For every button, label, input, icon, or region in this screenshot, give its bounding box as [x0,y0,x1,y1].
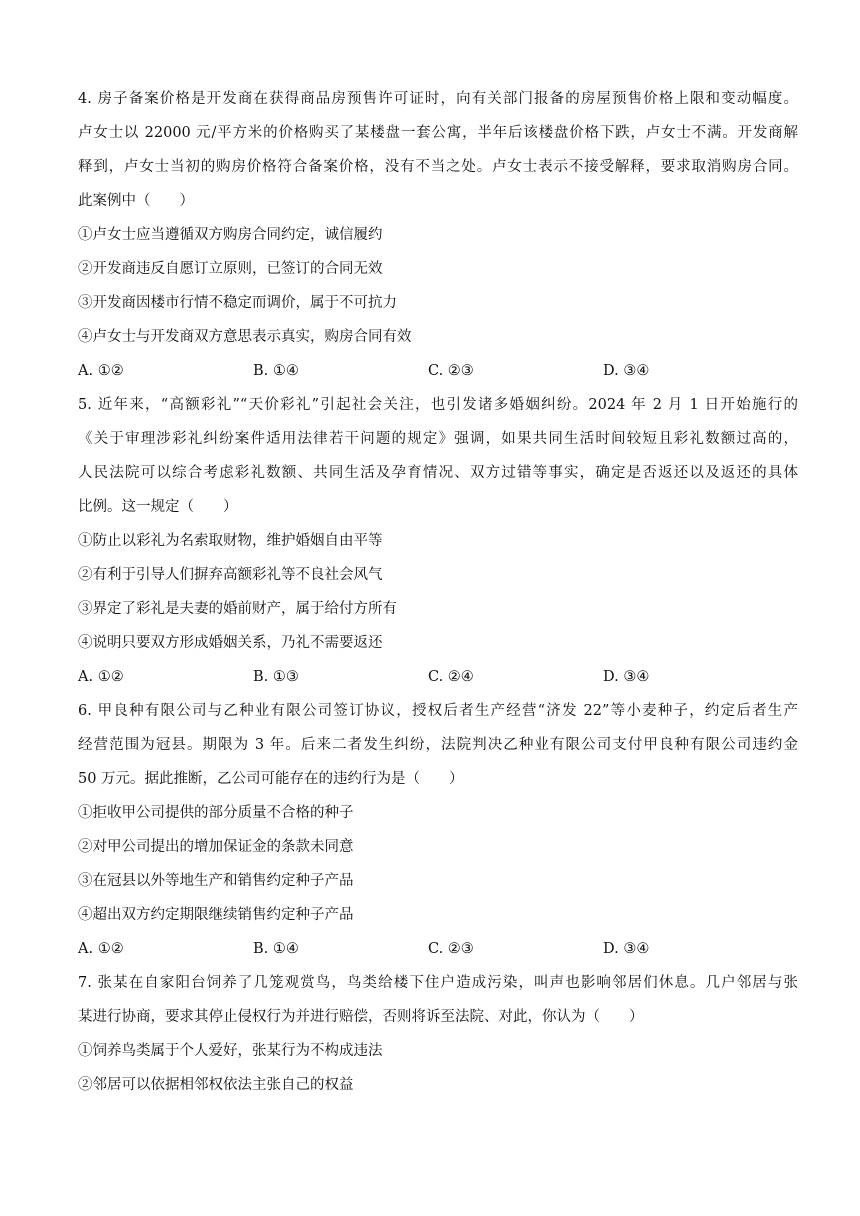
question-4-option-c[interactable]: C. ②③ [428,363,474,379]
question-4-statement-2: ②开发商违反自愿订立原则，已签订的合同无效 [78,261,383,277]
question-5-stem-line-1: 5. 近年来，“高额彩礼”“天价彩礼”引起社会关注，也引发诸多婚姻纠纷。2024 年 2 月 1 日开始施行的 [78,397,798,413]
question-5-option-c[interactable]: C. ②④ [428,669,474,685]
question-5-statement-1: ①防止以彩礼为名索取财物，维护婚姻自由平等 [78,533,383,549]
question-6-option-a[interactable]: A. ①② [78,941,124,957]
question-6-statement-3: ③在冠县以外等地生产和销售约定种子产品 [78,873,354,889]
question-6-option-d[interactable]: D. ③④ [603,941,650,957]
question-5-statement-2: ②有利于引导人们摒弃高额彩礼等不良社会风气 [78,567,383,583]
question-4-stem-line-4: 此案例中（ ） [78,193,194,209]
question-7-statement-1: ①饲养鸟类属于个人爱好，张某行为不构成违法 [78,1043,383,1059]
question-4-stem-line-1: 4. 房子备案价格是开发商在获得商品房预售许可证时，向有关部门报备的房屋预售价格上限和变动幅度。 [78,91,798,107]
question-5-option-a[interactable]: A. ①② [78,669,124,685]
question-4-stem-line-2: 卢女士以 22000 元/平方米的价格购买了某楼盘一套公寓，半年后该楼盘价格下跌，卢女士不满。开发商解 [78,125,798,141]
question-7 [78,966,798,1102]
question-5-stem-line-3: 人民法院可以综合考虑彩礼数额、共同生活及孕育情况、双方过错等事实，确定是否返还以及返还的具体 [78,465,798,481]
question-7-stem-line-1: 7. 张某在自家阳台饲养了几笼观赏鸟，鸟类给楼下住户造成污染，叫声也影响邻居们休息。几户邻居与张 [78,975,798,991]
question-6-option-c[interactable]: C. ②③ [428,941,474,957]
question-5-option-d[interactable]: D. ③④ [603,669,650,685]
question-4-options [78,354,798,388]
question-7-stem-line-2: 某进行协商，要求其停止侵权行为并进行赔偿，否则将诉至法院、对此，你认为（ ） [78,1009,644,1025]
question-5-stem-line-4: 比例。这一规定（ ） [78,499,238,515]
question-6-options [78,932,798,966]
question-6-statement-1: ①拒收甲公司提供的部分质量不合格的种子 [78,805,354,821]
question-5-options [78,660,798,694]
question-4 [78,82,798,388]
question-4-option-b[interactable]: B. ①④ [253,363,299,379]
question-5 [78,388,798,694]
question-4-statement-1: ①卢女士应当遵循双方购房合同约定，诚信履约 [78,227,383,243]
question-6-option-b[interactable]: B. ①④ [253,941,299,957]
question-6-stem-line-2: 经营范围为冠县。期限为 3 年。后来二者发生纠纷，法院判决乙种业有限公司支付甲良种有限公司违约金 [78,737,798,753]
question-6-stem-line-3: 50 万元。据此推断，乙公司可能存在的违约行为是（ ） [78,771,464,787]
question-4-option-a[interactable]: A. ①② [78,363,124,379]
question-6-statement-2: ②对甲公司提出的增加保证金的条款未同意 [78,839,354,855]
question-4-option-d[interactable]: D. ③④ [603,363,650,379]
question-4-statement-3: ③开发商因楼市行情不稳定而调价，属于不可抗力 [78,295,397,311]
question-6-statement-4: ④超出双方约定期限继续销售约定种子产品 [78,907,354,923]
question-6-stem-line-1: 6. 甲良种有限公司与乙种业有限公司签订协议，授权后者生产经营“济发 22”等小麦种子，约定后者生产 [78,703,798,719]
question-5-option-b[interactable]: B. ①③ [253,669,299,685]
question-4-stem-line-3: 释到，卢女士当初的购房价格符合备案价格，没有不当之处。卢女士表示不接受解释，要求取消购房合同。 [78,159,798,175]
question-5-statement-3: ③界定了彩礼是夫妻的婚前财产，属于给付方所有 [78,601,397,617]
question-4-statement-4: ④卢女士与开发商双方意思表示真实，购房合同有效 [78,329,412,345]
question-7-statement-2: ②邻居可以依据相邻权依法主张自己的权益 [78,1077,354,1093]
question-5-stem-line-2: 《关于审理涉彩礼纠纷案件适用法律若干问题的规定》强调，如果共同生活时间较短且彩礼数额过高的， [78,431,798,447]
question-5-statement-4: ④说明只要双方形成婚姻关系，乃礼不需要返还 [78,635,383,651]
question-6 [78,694,798,966]
